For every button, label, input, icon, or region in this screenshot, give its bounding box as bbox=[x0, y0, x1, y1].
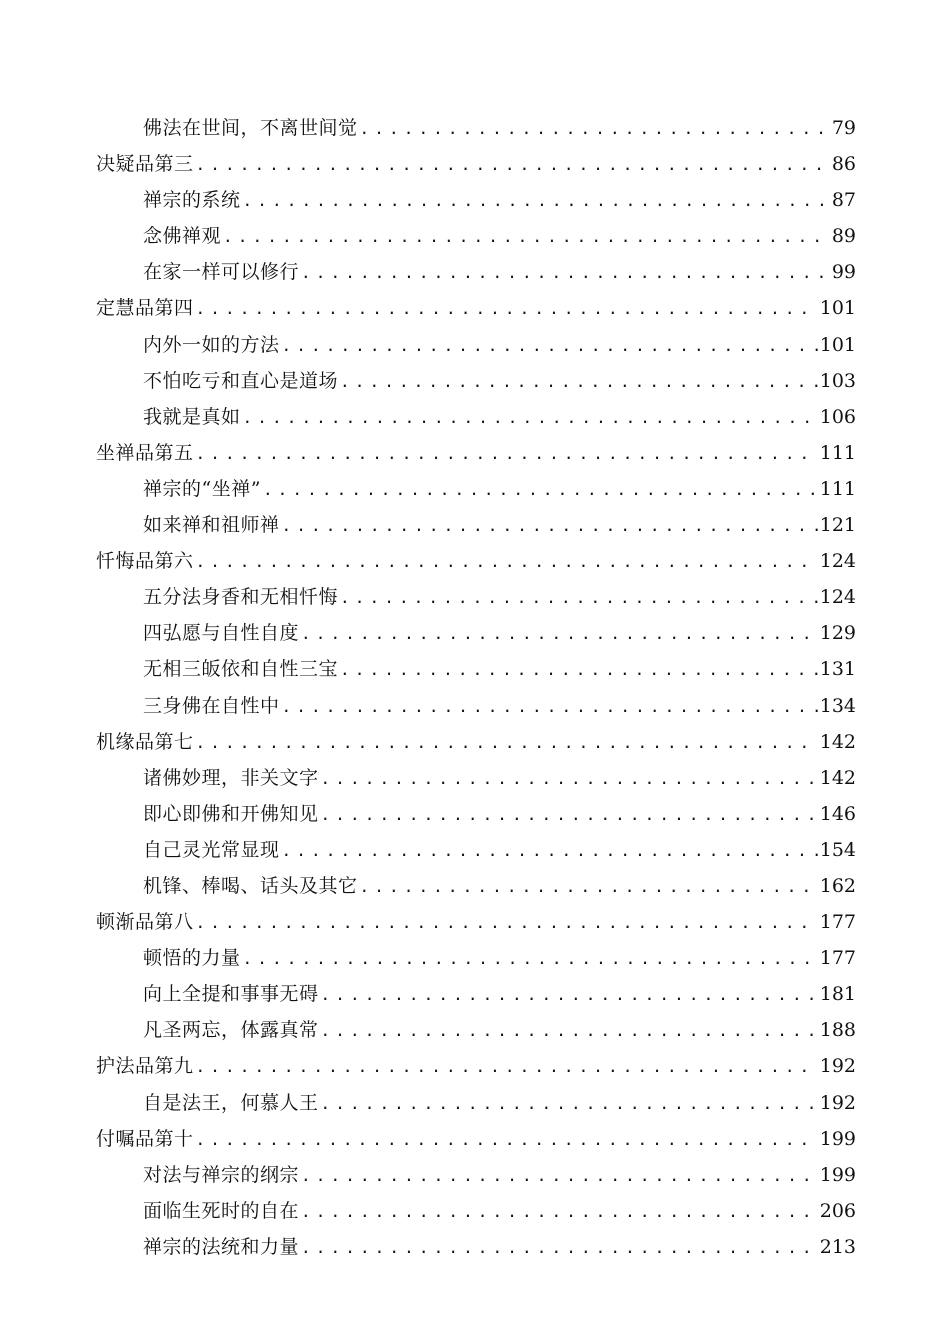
toc-entry-page-number: 206 bbox=[819, 1199, 856, 1222]
toc-entry-title: 自己灵光常显现 bbox=[143, 838, 280, 861]
dot-leader bbox=[321, 761, 818, 797]
toc-entry-title: 无相三皈依和自性三宝 bbox=[143, 658, 339, 681]
toc-section-entry[interactable] bbox=[96, 1085, 856, 1121]
dot-leader bbox=[196, 1122, 818, 1158]
dot-leader bbox=[223, 219, 830, 255]
toc-entry-page-number: 89 bbox=[831, 225, 856, 248]
toc-section-entry[interactable] bbox=[96, 254, 856, 290]
toc-chapter-entry[interactable] bbox=[96, 1121, 856, 1157]
dot-leader bbox=[340, 580, 818, 616]
toc-entry-title: 向上全提和事事无碍 bbox=[143, 983, 319, 1006]
toc-entry-page-number: 192 bbox=[819, 1091, 856, 1114]
dot-leader bbox=[321, 1013, 818, 1049]
dot-leader bbox=[340, 364, 818, 400]
toc-entry-page-number: 146 bbox=[819, 802, 856, 825]
toc-entry-page-number: 181 bbox=[819, 983, 856, 1006]
toc-section-entry[interactable] bbox=[96, 218, 856, 254]
dot-leader bbox=[301, 616, 818, 652]
dot-leader bbox=[282, 689, 818, 725]
toc-entry-title: 付嘱品第十 bbox=[96, 1127, 194, 1150]
toc-section-entry[interactable] bbox=[96, 615, 856, 651]
dot-leader bbox=[360, 111, 830, 147]
toc-entry-page-number: 101 bbox=[819, 333, 856, 356]
toc-entry-page-number: 188 bbox=[819, 1019, 856, 1042]
toc-entry-title: 念佛禅观 bbox=[143, 225, 222, 248]
toc-entry-page-number: 101 bbox=[819, 297, 856, 320]
dot-leader bbox=[196, 291, 818, 327]
toc-entry-page-number: 213 bbox=[819, 1235, 856, 1258]
toc-entry-page-number: 106 bbox=[819, 405, 856, 428]
toc-entry-title: 三身佛在自性中 bbox=[143, 694, 280, 717]
toc-entry-page-number: 124 bbox=[819, 550, 856, 573]
dot-leader bbox=[321, 797, 818, 833]
dot-leader bbox=[301, 1230, 818, 1266]
toc-entry-page-number: 79 bbox=[831, 117, 856, 139]
dot-leader bbox=[196, 147, 830, 183]
toc-entry-title: 禅宗的法统和力量 bbox=[143, 1235, 300, 1258]
toc-entry-title: 佛法在世间，不离世间觉 bbox=[143, 117, 358, 139]
toc-entry-title: 机缘品第七 bbox=[96, 730, 194, 753]
toc-chapter-entry[interactable] bbox=[96, 904, 856, 940]
dot-leader bbox=[263, 472, 818, 508]
toc-entry-page-number: 162 bbox=[819, 874, 856, 897]
table-of-contents bbox=[96, 110, 856, 1265]
toc-entry-title: 禅宗的系统 bbox=[143, 189, 241, 212]
dot-leader bbox=[321, 977, 818, 1013]
toc-section-entry[interactable] bbox=[96, 940, 856, 976]
dot-leader bbox=[196, 1049, 818, 1085]
dot-leader bbox=[196, 905, 818, 941]
toc-entry-page-number: 129 bbox=[819, 622, 856, 645]
toc-entry-title: 内外一如的方法 bbox=[143, 333, 280, 356]
toc-entry-title: 即心即佛和开佛知见 bbox=[143, 802, 319, 825]
toc-entry-page-number: 121 bbox=[819, 514, 856, 537]
toc-section-entry[interactable] bbox=[96, 1229, 856, 1265]
dot-leader bbox=[243, 400, 818, 436]
toc-section-entry[interactable] bbox=[96, 688, 856, 724]
dot-leader bbox=[301, 255, 830, 291]
toc-entry-title: 护法品第九 bbox=[96, 1055, 194, 1078]
toc-entry-page-number: 199 bbox=[819, 1127, 856, 1150]
toc-section-entry[interactable] bbox=[96, 868, 856, 904]
toc-entry-page-number: 199 bbox=[819, 1163, 856, 1186]
toc-entry-title: 自是法王，何慕人王 bbox=[143, 1091, 319, 1114]
toc-section-entry[interactable] bbox=[96, 832, 856, 868]
dot-leader bbox=[301, 1158, 818, 1194]
dot-leader bbox=[243, 941, 818, 977]
toc-chapter-entry[interactable] bbox=[96, 543, 856, 579]
toc-chapter-entry[interactable] bbox=[96, 1048, 856, 1084]
dot-leader bbox=[282, 508, 818, 544]
toc-entry-title: 定慧品第四 bbox=[96, 297, 194, 320]
toc-entry-title: 坐禅品第五 bbox=[96, 441, 194, 464]
toc-chapter-entry[interactable] bbox=[96, 724, 856, 760]
toc-chapter-entry[interactable] bbox=[96, 290, 856, 326]
toc-entry-title: 诸佛妙理，非关文字 bbox=[143, 766, 319, 789]
toc-entry-title: 四弘愿与自性自度 bbox=[143, 622, 300, 645]
toc-entry-title: 对法与禅宗的纲宗 bbox=[143, 1163, 300, 1186]
toc-entry-title: 顿渐品第八 bbox=[96, 911, 194, 934]
toc-section-entry[interactable] bbox=[96, 579, 856, 615]
toc-entry-page-number: 177 bbox=[819, 911, 856, 934]
toc-entry-page-number: 99 bbox=[831, 261, 856, 284]
toc-section-entry[interactable] bbox=[96, 471, 856, 507]
toc-section-entry[interactable] bbox=[96, 760, 856, 796]
toc-entry-title: 忏悔品第六 bbox=[96, 550, 194, 573]
toc-entry-page-number: 142 bbox=[819, 766, 856, 789]
toc-chapter-entry[interactable] bbox=[96, 435, 856, 471]
dot-leader bbox=[196, 544, 818, 580]
toc-entry-page-number: 142 bbox=[819, 730, 856, 753]
toc-entry-title: 决疑品第三 bbox=[96, 153, 194, 176]
dot-leader bbox=[282, 833, 818, 869]
toc-entry-page-number: 177 bbox=[819, 947, 856, 970]
dot-leader bbox=[196, 436, 818, 472]
toc-entry-page-number: 124 bbox=[819, 586, 856, 609]
toc-section-entry[interactable] bbox=[96, 182, 856, 218]
toc-section-entry[interactable] bbox=[96, 507, 856, 543]
dot-leader bbox=[340, 652, 818, 688]
toc-section-entry[interactable] bbox=[96, 1193, 856, 1229]
dot-leader bbox=[301, 1194, 818, 1230]
toc-entry-title: 凡圣两忘，体露真常 bbox=[143, 1019, 319, 1042]
dot-leader bbox=[243, 183, 830, 219]
toc-entry-title: 在家一样可以修行 bbox=[143, 261, 300, 284]
toc-entry-title: 如来禅和祖师禅 bbox=[143, 514, 280, 537]
toc-entry-page-number: 131 bbox=[819, 658, 856, 681]
toc-chapter-entry[interactable] bbox=[96, 146, 856, 182]
dot-leader bbox=[282, 328, 818, 364]
dot-leader bbox=[360, 869, 818, 905]
toc-section-entry[interactable] bbox=[96, 110, 856, 146]
toc-section-entry[interactable] bbox=[96, 796, 856, 832]
toc-section-entry[interactable] bbox=[96, 651, 856, 687]
toc-entry-page-number: 192 bbox=[819, 1055, 856, 1078]
dot-leader bbox=[321, 1086, 818, 1122]
toc-entry-title: 面临生死时的自在 bbox=[143, 1199, 300, 1222]
toc-section-entry[interactable] bbox=[96, 1012, 856, 1048]
toc-section-entry[interactable] bbox=[96, 976, 856, 1012]
toc-entry-page-number: 134 bbox=[819, 694, 856, 717]
toc-entry-page-number: 103 bbox=[819, 369, 856, 392]
toc-entry-page-number: 86 bbox=[831, 153, 856, 176]
toc-section-entry[interactable] bbox=[96, 363, 856, 399]
toc-entry-title: 我就是真如 bbox=[143, 405, 241, 428]
dot-leader bbox=[196, 725, 818, 761]
toc-section-entry[interactable] bbox=[96, 399, 856, 435]
toc-entry-page-number: 154 bbox=[819, 838, 856, 861]
toc-entry-page-number: 111 bbox=[819, 441, 856, 464]
toc-entry-title: 不怕吃亏和直心是道场 bbox=[143, 369, 339, 392]
toc-entry-page-number: 87 bbox=[831, 189, 856, 212]
toc-entry-title: 机锋、棒喝、话头及其它 bbox=[143, 874, 358, 897]
toc-section-entry[interactable] bbox=[96, 327, 856, 363]
toc-entry-title: 五分法身香和无相忏悔 bbox=[143, 586, 339, 609]
toc-section-entry[interactable] bbox=[96, 1157, 856, 1193]
toc-entry-title: 顿悟的力量 bbox=[143, 947, 241, 970]
toc-entry-page-number: 111 bbox=[819, 477, 856, 500]
toc-entry-title: 禅宗的“坐禅” bbox=[143, 477, 261, 500]
